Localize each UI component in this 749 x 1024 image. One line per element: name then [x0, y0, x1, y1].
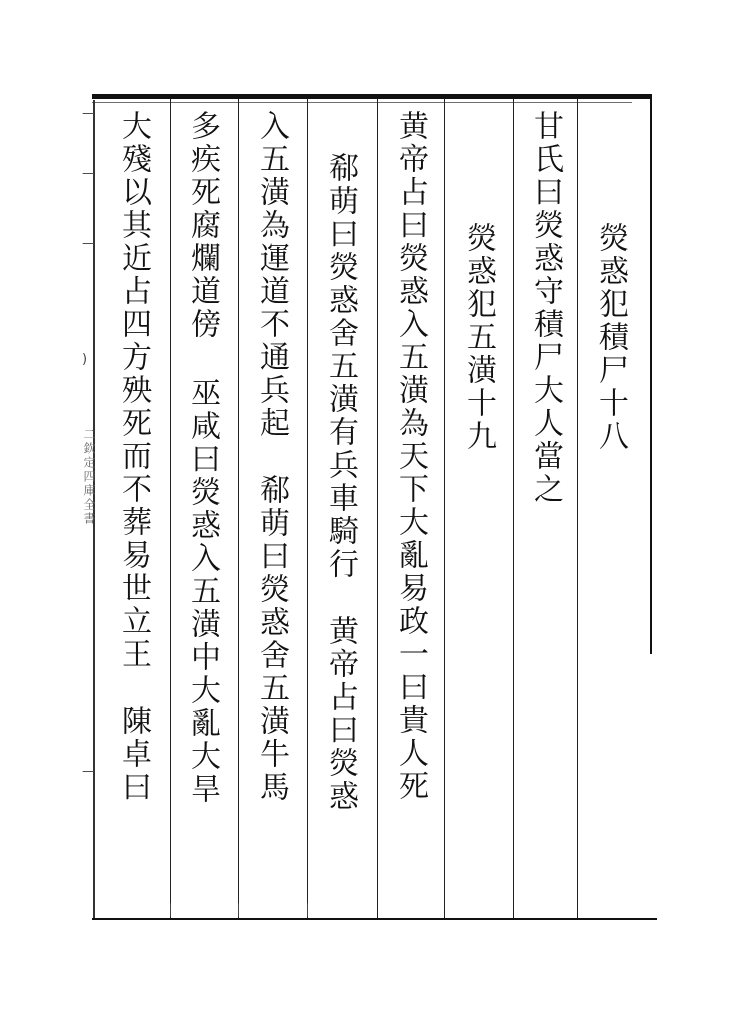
- edge-tick: ): [82, 352, 88, 367]
- text-column: [113, 110, 153, 804]
- text-column: [182, 110, 222, 806]
- column-divider: [513, 99, 514, 918]
- column-text: 大殘以其近占四方殃死而不葬易世立王: [116, 110, 151, 671]
- column-text: 黄帝占曰熒惑入五潢為天下大亂易政一曰貴人死: [393, 110, 428, 803]
- top-inner-rule: [92, 102, 632, 103]
- column-divider: [377, 99, 378, 918]
- text-column: [525, 110, 565, 506]
- top-border-rule: [92, 94, 652, 99]
- column-divider: [238, 99, 239, 918]
- right-border-rule: [650, 96, 652, 654]
- column-divider: [307, 99, 308, 918]
- edge-tick: —: [82, 764, 95, 779]
- text-column: [320, 152, 360, 813]
- column-text: 熒惑犯積尸十八: [593, 222, 628, 453]
- text-column-heading: [458, 222, 498, 453]
- column-text: 郗萌曰熒惑舍五潢牛馬: [254, 474, 289, 804]
- column-divider: [444, 99, 445, 918]
- text-column: [251, 110, 291, 804]
- column-text: 甘氏曰熒惑守積尸大人當之: [528, 110, 563, 506]
- text-column: [390, 110, 430, 803]
- column-text: 入五潢為運道不通兵起: [254, 110, 289, 440]
- column-divider: [577, 99, 578, 918]
- edge-tick: —: [82, 166, 95, 181]
- column-text: 多疾死腐爛道傍: [185, 110, 220, 341]
- column-text: 陳卓曰: [116, 705, 151, 804]
- edge-tick: —: [82, 236, 95, 251]
- text-column-heading: [590, 222, 630, 453]
- column-divider: [170, 99, 171, 918]
- bottom-border-rule: [92, 918, 657, 920]
- column-text: 郗萌曰熒惑舍五潢有兵車騎行: [323, 152, 358, 581]
- column-text: 熒惑犯五潢十九: [461, 222, 496, 453]
- gutter-label: 二欽定四庫全書: [82, 428, 96, 526]
- edge-tick: —: [82, 106, 95, 121]
- bottom-stub-mark: [238, 903, 239, 917]
- bottom-stub-mark: [170, 903, 171, 917]
- column-text: 巫咸曰熒惑入五潢中大亂大旱: [185, 377, 220, 806]
- bottom-stub-mark: [307, 903, 308, 917]
- column-text: 黄帝占曰熒惑: [323, 615, 358, 813]
